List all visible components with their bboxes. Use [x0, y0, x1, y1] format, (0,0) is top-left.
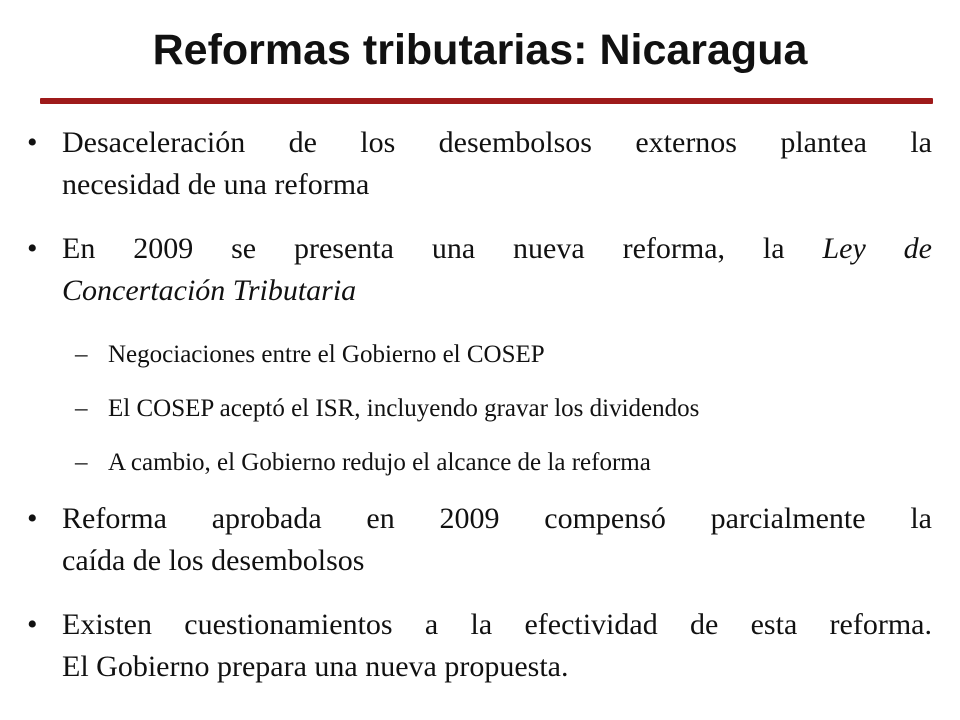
- sub-item-2: El COSEP aceptó el ISR, incluyendo gravar los dividendos: [108, 395, 700, 422]
- bullet-1-line-2: necesidad de una reforma: [62, 168, 370, 201]
- law-name-part-2: Concertación Tributaria: [62, 274, 357, 307]
- bullet-3-line-2: caída de los desembolsos: [62, 544, 365, 577]
- bullet-item-2: [62, 228, 932, 312]
- bullet-2-line-1-prefix: En 2009 se presenta una nueva reforma, la: [62, 232, 823, 265]
- bullet-marker: •: [27, 608, 38, 641]
- sub-bullet-marker: –: [75, 449, 88, 476]
- law-name-part-1: Ley de: [822, 232, 932, 265]
- bullet-2-line-1: [62, 228, 932, 270]
- sub-bullet-marker: –: [75, 341, 88, 368]
- bullet-4-line-2: El Gobierno prepara una nueva propuesta.: [62, 650, 569, 683]
- title-divider: [40, 98, 933, 104]
- bullet-item-3: [62, 498, 932, 582]
- bullet-item-4: [62, 604, 932, 688]
- bullet-3-line-1: Reforma aprobada en 2009 compensó parcialmente la: [62, 502, 932, 535]
- sub-item-1: Negociaciones entre el Gobierno el COSEP: [108, 341, 545, 368]
- bullet-marker: •: [27, 502, 38, 535]
- sub-item-3: A cambio, el Gobierno redujo el alcance de la reforma: [108, 449, 651, 476]
- bullet-4-line-1: Existen cuestionamientos a la efectividad de esta reforma.: [62, 608, 932, 641]
- bullet-marker: •: [27, 126, 38, 159]
- sub-bullet-marker: –: [75, 395, 88, 422]
- bullet-marker: •: [27, 232, 38, 265]
- slide-title: Reformas tributarias: Nicaragua: [152, 26, 808, 74]
- bullet-1-line-1: Desaceleración de los desembolsos externos plantea la: [62, 126, 932, 159]
- bullet-item-1: [62, 122, 932, 206]
